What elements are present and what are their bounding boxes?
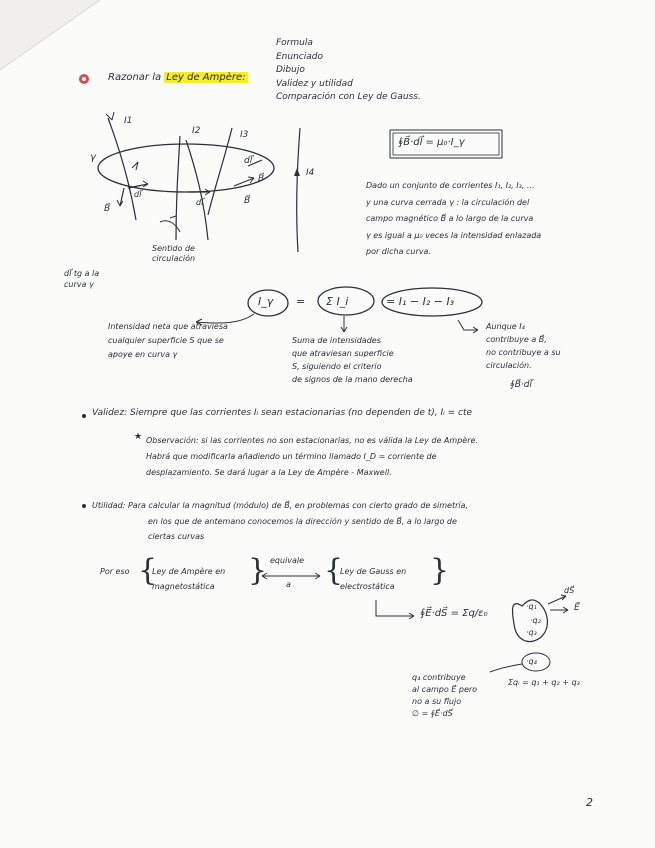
validez-text: Siempre que las corrientes Iᵢ sean estacionarias (no dependen de t), Iᵢ = cte [129, 408, 473, 418]
i4-integral: ∮B⃗·dl⃗ [510, 380, 532, 390]
note-line: no contribuye a su [486, 348, 561, 357]
header-item: Dibujo [276, 65, 305, 75]
statement-line: γ es igual a μ₀ veces la intensidad enlazada [366, 230, 542, 240]
bullet-dot-icon [82, 504, 86, 508]
tangent-note: dl⃗ tg a la curva γ [64, 269, 100, 289]
field-label: B⃗ [258, 174, 265, 184]
ampere-formula: ∮B⃗·dl⃗ = μ₀·I_γ [398, 137, 465, 148]
gauss-formula: ∮E⃗·dS⃗ = Σq/ε₀ [420, 608, 488, 619]
eq-rhs: = I₁ − I₂ − I₃ [386, 295, 455, 308]
note-line: contribuye a B⃗, [486, 335, 547, 344]
note-line: cualquier superficie S que se [108, 336, 224, 345]
page-number: 2 [586, 796, 593, 809]
charge: ·q₁ [526, 602, 537, 611]
comparison-line: Ley de Gauss en [340, 567, 407, 576]
comparison-right [340, 564, 406, 594]
note-line: apoye en curva γ [108, 350, 178, 359]
header-item: Formula [276, 38, 313, 48]
obs-line: desplazamiento. Se dará lugar a la Ley de Ampère - Maxwell. [146, 468, 392, 477]
left-brace-icon: { [324, 553, 344, 588]
eq-equals: = [296, 295, 306, 308]
left-brace-icon: { [138, 553, 158, 588]
right-brace-icon: } [430, 553, 450, 588]
note-line: Intensidad neta que atraviesa [108, 322, 228, 331]
right-brace-icon: } [248, 553, 268, 588]
i4-note [486, 320, 561, 372]
gamma-label: γ [90, 152, 96, 163]
statement-line: campo magnético B⃗ a lo largo de la curva [366, 214, 534, 223]
note-line: S, siguiendo el criterio [292, 362, 382, 371]
field-label: B⃗ [104, 204, 111, 214]
bullet-dot-icon [82, 414, 86, 418]
ds-label: dS⃗ [564, 586, 575, 595]
header-item: Comparación con Ley de Gauss. [276, 92, 421, 102]
title-highlight: Ley de Ampère: [166, 72, 246, 83]
note-line: Suma de intensidades [292, 336, 381, 345]
intensity-note [108, 320, 228, 362]
observacion [146, 433, 478, 481]
note-line: no a su flujo [412, 697, 462, 706]
dl-label: dl⃗ [244, 156, 253, 166]
por-eso: Por eso [100, 567, 130, 576]
statement-line: Dado un conjunto de corrientes I₁, I₂, I₃, ... [366, 181, 535, 190]
current-label: I4 [306, 168, 315, 178]
equivale-label: equivale [270, 556, 305, 565]
validez-label: Validez: [92, 408, 128, 418]
eq-lhs: I_γ [258, 295, 274, 308]
dl-label: dl⃗ [196, 198, 204, 207]
current-label: I3 [240, 130, 249, 140]
statement-line: y una curva cerrada γ : la circulación del [366, 197, 530, 207]
charge: ·q₂ [530, 616, 541, 625]
title-prefix: Razonar la [108, 72, 162, 83]
statement-line: por dicha curva. [366, 247, 431, 256]
utilidad [92, 498, 468, 545]
sum-note [292, 334, 413, 386]
note-line: al campo E⃗ pero [412, 685, 478, 694]
current-label: I1 [124, 116, 133, 126]
obs-line: Habrá que modificarla añadiendo un término llamado I_D = corriente de [146, 452, 437, 461]
field-label: B⃗ [244, 196, 251, 206]
note-line: de signos de la mano derecha [292, 375, 413, 384]
header-item: Validez y utilidad [276, 78, 353, 89]
q4-note [412, 672, 477, 720]
utilidad-label: Utilidad: [92, 501, 126, 510]
validez-line [92, 408, 472, 418]
comparison-line: Ley de Ampère en [152, 567, 226, 576]
comparison-line: magnetostática [152, 582, 215, 591]
dl-label: dl⃗ [134, 190, 142, 199]
sum-charges: Σqᵢ = q₁ + q₂ + q₃ [508, 678, 580, 687]
obs-line: si las corrientes no son estacionarias, no es válida la Ley de Ampère. [201, 436, 478, 445]
circulation-label: Sentido de circulación [152, 244, 196, 263]
a-label: a [286, 580, 291, 589]
comparison-left [152, 564, 225, 594]
eq-sum: Σ I_i [326, 295, 349, 308]
comparison-line: electrostática [340, 582, 395, 591]
header-item: Enunciado [276, 51, 323, 62]
utilidad-line: en los que de antemano conocemos la dirección y sentido de B⃗, a lo largo de [148, 516, 457, 526]
outside-charge: ·q₄ [526, 657, 537, 666]
obs-label: Observación: [146, 436, 199, 445]
charge: ·q₃ [526, 628, 537, 637]
note-line: Aunque I₄ [486, 322, 525, 331]
note-line: ∅ = ∮E⃗·dS⃗ [412, 709, 453, 718]
statement [366, 178, 541, 261]
note-line: q₄ contribuye [412, 673, 466, 682]
current-label: I2 [192, 126, 201, 136]
note-line: circulación. [486, 361, 532, 370]
e-label: E⃗ [574, 603, 580, 613]
utilidad-line: ciertas curvas [148, 532, 205, 541]
utilidad-line: Para calcular la magnitud (módulo) de B⃗, en problemas con cierto grado de simetría, [127, 501, 469, 510]
star-icon: ★ [134, 432, 143, 442]
note-line: que atraviesan superficie [292, 349, 394, 358]
